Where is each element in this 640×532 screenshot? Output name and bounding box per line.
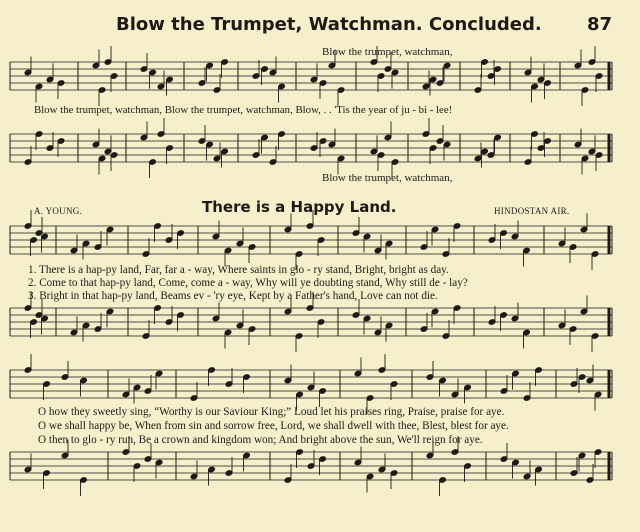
- page-number: 87: [586, 14, 612, 35]
- hymn-author: A. YOUNG.: [34, 206, 83, 216]
- verse-line-1: 1. There is a hap-py land, Far, far a - way, Where saints in glo - ry stand, Bright, bright as day.: [28, 264, 449, 276]
- refrain-line-3: O then to glo - ry run, Be a crown and kingdom won; And bright above the sun, We'll reign for aye.: [38, 434, 483, 446]
- refrain-line-2: O we shall happy be, When from sin and sorrow free, Lord, we shall dwell with thee, Blest, blest for aye.: [38, 420, 509, 432]
- verse-line-2: 2. Come to that hap-py land, Come, come a - way, Why will ye doubting stand, Why still de - lay?: [28, 277, 468, 289]
- refrain-line-1: O how they sweetly sing, “Worthy is our Saviour King;” Loud let his praises ring, Praise, praise for aye.: [38, 406, 505, 418]
- cue-text-top: Blow the trumpet, watchman,: [322, 46, 453, 58]
- hymn-title: There is a Happy Land.: [202, 198, 397, 216]
- tune-name: HINDOSTAN AIR.: [494, 206, 570, 216]
- hymn1-lyric: Blow the trumpet, watchman, Blow the trumpet, watchman, Blow, . . 'Tis the year of ju - bi - lee!: [34, 104, 453, 116]
- cue-text-bottom: Blow the trumpet, watchman,: [322, 172, 453, 184]
- verse-line-3: 3. Bright in that hap-py land, Beams ev - 'ry eye, Kept by a Father's hand, Love can not die.: [28, 290, 438, 302]
- page-title: Blow the Trumpet, Watchman. Concluded.: [116, 14, 542, 35]
